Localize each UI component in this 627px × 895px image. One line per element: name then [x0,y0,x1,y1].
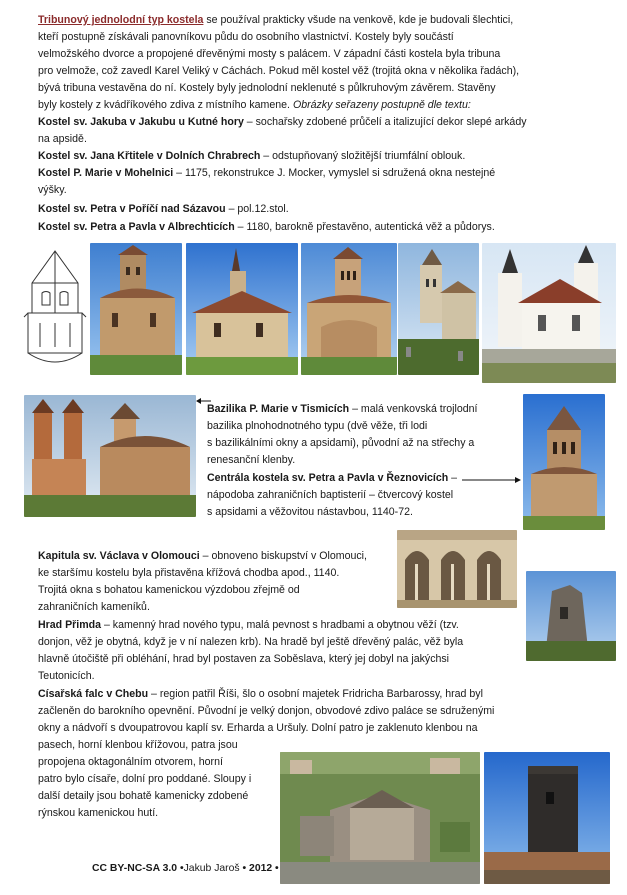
photo-kostel-albrechtice [482,243,616,383]
photo-kostel-reznovice [523,394,605,530]
falc-line-5: propojena oktagonálním otvorem, horní [38,756,223,768]
photo-kapitula-olomouc [397,530,517,608]
photo-bazilika-tismice [24,395,196,517]
intro-line-2: kteří postupně získávali panovníkovu půdu do osobního vlastnictví. Kostely byly součástí [38,31,454,43]
falc-line-7: další detaily jsou bohatě kamenicky zdobené [38,790,249,802]
photo-hrad-primda [526,571,616,661]
falc-line-1: Císařská falc v Chebu – region patřil Říši, šlo o osobní majetek Fridricha Barbarossy, hrad byl [38,688,483,700]
basilica-line-2: bazilika plnohodnotného typu (dvě věže, tři lodi [207,420,428,432]
central-line-3: s apsidami a věžovitou nástavbou, 1140-72. [207,506,413,518]
falc-line-6: patro bylo císaře, dolní pro poddané. Sloupy i [38,773,252,785]
hrad-line-4: Teutonicích. [38,670,95,682]
central-title: Centrála kostela sv. Petra a Pavla v Řeznovicích [207,472,449,484]
basilica-line-3: s bazilikálními okny a apsidami), původní až na střechy a [207,437,475,449]
falc-line-2: začleněn do barokního opevnění. Původní je velký donjon, obvodové zdivo paláce se sdruženými [38,705,495,717]
intro-title: Tribunový jednolodní typ kostela [38,14,204,26]
church-item-jakub-cont: na apsidě. [38,133,87,145]
intro-line-1: Tribunový jednolodní typ kostela se používal prakticky všude na venkově, kde je budovali šlechtici, [38,14,514,26]
photo-kostel-porici [398,243,479,375]
central-line-1: Centrála kostela sv. Petra a Pavla v Řeznovicích – [207,472,458,484]
chapter-title: Kapitula sv. Václava v Olomouci [38,550,200,562]
church-item-albrechtice: Kostel sv. Petra a Pavla v Albrechticích – 1180, barokně přestavěno, autentická věž a půdorys. [38,221,495,233]
falc-line-4: pasech, horní klenbou křížovou, patra jsou [38,739,238,751]
arrow-left-icon [196,396,212,406]
basilica-line-4: renesanční klenby. [207,454,296,466]
basilica-title: Bazilika P. Marie v Tismicích [207,403,350,415]
intro-line-5: bývá tribuna vestavěna do ní. Kostely byly jednolodní neklenuté s půlkruhovým závěrem. Stavěny [38,82,496,94]
photo-kostel-mohelnice [301,243,397,375]
intro-note: Obrázky seřazeny postupně dle textu: [292,99,471,111]
page-footer: CC BY-NC-SA 3.0 •Jakub Jaroš • 2012 • [92,863,279,874]
church-item-mohelnice: Kostel P. Marie v Mohelnici – 1175, rekonstrukce J. Mocker, vymyslel si sdružená okna nestejné [38,167,496,179]
church-item-chrabry: Kostel sv. Jana Křtitele v Dolních Chrabrech – odstupňovaný složitější triumfální oblouk. [38,150,466,162]
hrad-title: Hrad Přimda [38,619,101,631]
hrad-line-2: donjon, věž je obytná, když je v ní nalezen krb). Na hradě byl ještě dřevěný palác, věž byla [38,636,464,648]
church-sketch-image [20,243,90,375]
photo-falc-cheb-aerial [280,752,480,884]
chapter-line-4: zahraničních kameníků. [38,601,150,613]
church-item-porici: Kostel sv. Petra v Poříčí nad Sázavou – pol.12.stol. [38,203,289,215]
chapter-line-2: ke staršímu kostelu byla přistavěna křížová chodba apod., 1140. [38,567,340,579]
intro-line-3: velmožského dvorce a propojené dřevěnými mosty s palácem. V západní části kostela byla tribuna [38,48,501,60]
photo-kostel-jakub [90,243,182,375]
central-line-2: nápodoba zahraničních baptisterií – čtvercový kostel [207,489,454,501]
church-item-jakub: Kostel sv. Jakuba v Jakubu u Kutné hory – sochařsky zdobené průčelí a italizující dekor slepé arkády [38,116,527,128]
intro-line-4: pro velmože, což zavedl Karel Veliký v Cáchách. Pokud měl kostel věž (trojitá okna v několika řadách), [38,65,520,77]
church-item-mohelnice-cont: výšky. [38,184,67,196]
footer-license: CC BY-NC-SA 3.0 • [92,863,184,874]
footer-author: Jakub Jaroš [183,863,240,874]
hrad-line-1: Hrad Přimda – kamenný hrad nového typu, malá pevnost s hradbami a obytnou věží (tzv. [38,619,459,631]
basilica-line-1: Bazilika P. Marie v Tismicích – malá venkovská trojlodní [207,403,478,415]
hrad-line-3: hlavně útočiště při obléhání, hrad byl postaven za Soběslava, který jej dobyl na jakýchsi [38,653,450,665]
intro-line-6: byly kostely z kvádříkového zdiva z místního kamene. Obrázky seřazeny postupně dle textu: [38,99,471,111]
falc-line-8: rýnskou kamenickou hutí. [38,807,159,819]
arrow-right-icon [462,475,522,485]
footer-year: 2012 [249,863,273,874]
falc-title: Císařská falc v Chebu [38,688,149,700]
photo-falc-cheb-tower [484,752,610,884]
falc-line-3: okny a nádvoří s dvoupatrovou kaplí sv. Erharda a Uršuly. Dolní patro je zaklenuto klenbou na [38,722,478,734]
chapter-line-1: Kapitula sv. Václava v Olomouci – obnoveno biskupství v Olomouci, [38,550,367,562]
chapter-line-3: Trojitá okna s bohatou kamenickou výzdobou zřejmě od [38,584,300,596]
photo-kostel-jan [186,243,298,375]
